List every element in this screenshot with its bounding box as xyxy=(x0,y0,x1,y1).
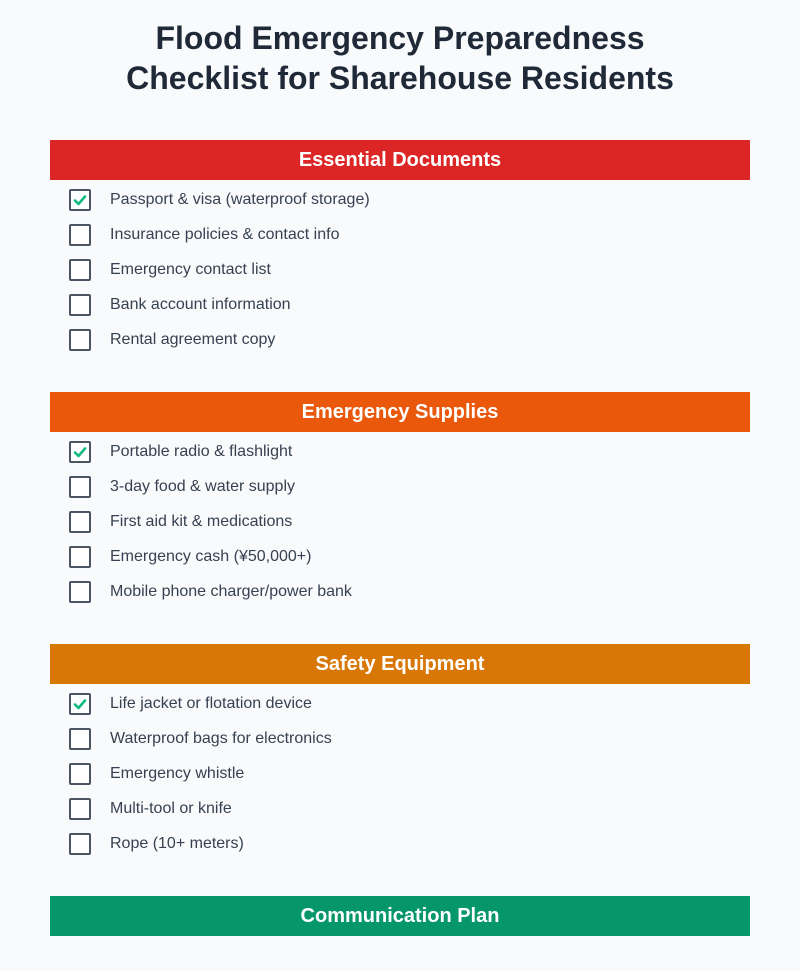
checklist-item[interactable] xyxy=(50,686,750,721)
checkbox[interactable] xyxy=(69,833,91,855)
checklist-item[interactable] xyxy=(50,574,750,609)
checkbox[interactable] xyxy=(69,546,91,568)
item-label: Passport & visa (waterproof storage) xyxy=(110,190,370,208)
section-header: Essential Documents xyxy=(50,140,750,180)
section-header: Emergency Supplies xyxy=(50,392,750,432)
title-line-2: Checklist for Sharehouse Residents xyxy=(126,60,674,96)
item-label: Insurance policies & contact info xyxy=(110,225,340,243)
section-emergency-supplies xyxy=(50,392,750,609)
checkmark-icon xyxy=(73,193,87,207)
checklist-item[interactable] xyxy=(50,322,750,357)
checkmark-icon xyxy=(73,697,87,711)
item-label: First aid kit & medications xyxy=(110,512,293,530)
checklist-item[interactable] xyxy=(50,217,750,252)
checkmark-icon xyxy=(73,445,87,459)
checklist-item[interactable] xyxy=(50,791,750,826)
checkbox[interactable] xyxy=(69,798,91,820)
checkbox[interactable] xyxy=(69,728,91,750)
checkbox[interactable] xyxy=(69,763,91,785)
checkbox[interactable] xyxy=(69,581,91,603)
item-label: Bank account information xyxy=(110,295,291,313)
checklist-item[interactable] xyxy=(50,434,750,469)
checkbox[interactable] xyxy=(69,189,91,211)
checklist-items xyxy=(50,432,750,609)
item-label: Portable radio & flashlight xyxy=(110,442,293,460)
checkbox[interactable] xyxy=(69,693,91,715)
item-label: Emergency cash (¥50,000+) xyxy=(110,547,312,565)
checklist-item[interactable] xyxy=(50,756,750,791)
checkbox[interactable] xyxy=(69,259,91,281)
checklist-items xyxy=(50,684,750,861)
item-label: 3-day food & water supply xyxy=(110,477,295,495)
checklist-items xyxy=(50,180,750,357)
item-label: Mobile phone charger/power bank xyxy=(110,582,352,600)
checklist-item[interactable] xyxy=(50,287,750,322)
item-label: Emergency contact list xyxy=(110,260,271,278)
checklist-item[interactable] xyxy=(50,539,750,574)
checkbox[interactable] xyxy=(69,294,91,316)
item-label: Life jacket or flotation device xyxy=(110,694,312,712)
checkbox[interactable] xyxy=(69,511,91,533)
checkbox[interactable] xyxy=(69,441,91,463)
checklist-item[interactable] xyxy=(50,469,750,504)
checklist-item[interactable] xyxy=(50,721,750,756)
section-essential-documents xyxy=(50,140,750,357)
page-title xyxy=(0,0,800,98)
checkbox[interactable] xyxy=(69,224,91,246)
item-label: Rope (10+ meters) xyxy=(110,834,244,852)
item-label: Rental agreement copy xyxy=(110,330,276,348)
item-label: Emergency whistle xyxy=(110,764,245,782)
checklist-item[interactable] xyxy=(50,252,750,287)
checklist-item[interactable] xyxy=(50,826,750,861)
section-header: Safety Equipment xyxy=(50,644,750,684)
title-line-1: Flood Emergency Preparedness xyxy=(155,20,645,56)
item-label: Multi-tool or knife xyxy=(110,799,232,817)
checkbox[interactable] xyxy=(69,329,91,351)
item-label: Waterproof bags for electronics xyxy=(110,729,332,747)
section-communication-plan xyxy=(50,896,750,936)
checklist-item[interactable] xyxy=(50,504,750,539)
checklist-sections xyxy=(50,140,750,971)
section-safety-equipment xyxy=(50,644,750,861)
checklist-item[interactable] xyxy=(50,182,750,217)
section-header: Communication Plan xyxy=(50,896,750,936)
checkbox[interactable] xyxy=(69,476,91,498)
